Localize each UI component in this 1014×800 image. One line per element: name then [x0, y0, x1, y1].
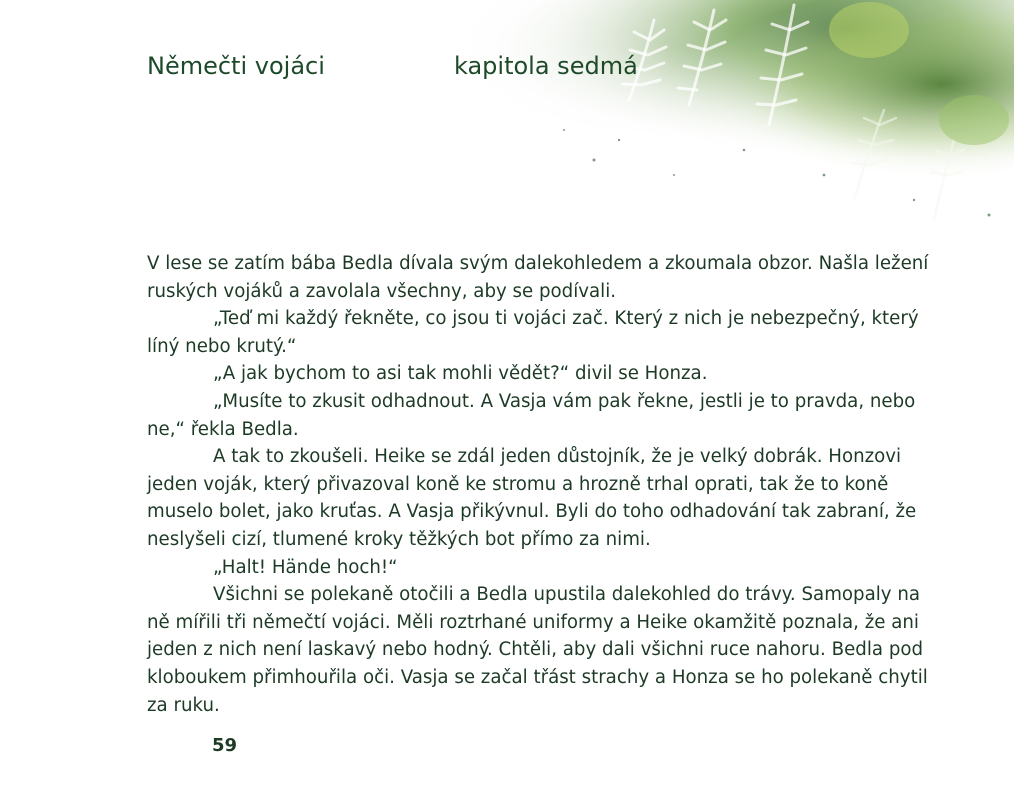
paragraph: „A jak bychom to asi tak mohli vědět?“ divil se Honza.: [213, 363, 708, 385]
paragraph: „Halt! Hände hoch!“: [213, 556, 398, 578]
paragraph: A tak to zkoušeli. Heike se zdál jeden důstojník, že je velký dobrák. Honzovi jeden voják, který přivazoval koně ke stromu a hrozně trhal oprati, tak že to koně muselo bolet, jako kruťas. A Vasja přikývnul. Byli do toho odhadování tak zabraní, že neslyšeli cizí, tlumené kroky těžkých bot přímo za nimi.: [147, 446, 917, 550]
paragraph: V lese se zatím bába Bedla dívala svým dalekohledem a zkoumala obzor. Našla ležení ruských vojáků a zavolala všechny, aby se podívali.: [147, 253, 929, 302]
story-text: [147, 250, 947, 719]
chapter-number: kapitola sedmá: [454, 52, 638, 80]
paragraph: „Teď mi každý řekněte, co jsou ti vojáci zač. Který z nich je nebezpečný, který líný nebo krutý.“: [147, 308, 919, 357]
paragraph: „Musíte to zkusit odhadnout. A Vasja vám pak řekne, jestli je to pravda, nebo ne,“ řekla Bedla.: [147, 390, 916, 440]
page-number: 59: [212, 735, 238, 756]
paragraph: Všichni se polekaně otočili a Bedla upustila dalekohled do trávy. Samopaly na ně mířili tři němečtí vojáci. Měli roztrhané uniformy a Heike okamžitě poznala, že ani jeden z nich není laskavý nebo hodný. Chtěli, aby dali všichni ruce nahoru. Bedla pod kloboukem přimhouřila oči. Vasja se začal třást strachy a Honza se ho polekaně chytil za ruku.: [147, 584, 928, 716]
chapter-title: Němečti vojáci: [147, 52, 325, 80]
fern-foliage-illustration: [414, 0, 1014, 240]
page-header: [147, 52, 1014, 88]
